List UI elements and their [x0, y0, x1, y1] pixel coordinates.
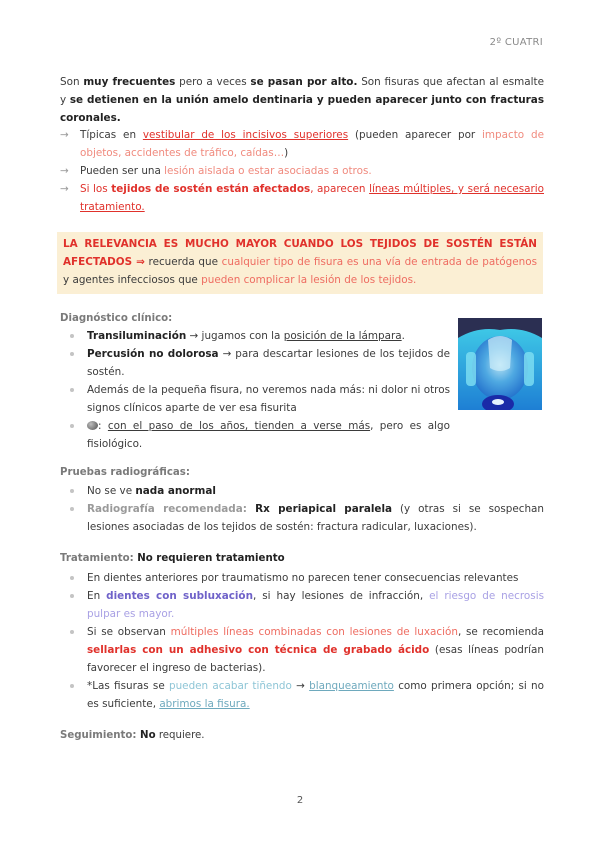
- item-text: , pero es algo fisiológico.: [87, 420, 450, 450]
- bullet-icon: [70, 489, 74, 493]
- blanqueamiento-link: blanqueamiento: [309, 680, 394, 692]
- bullet-icon: [70, 424, 74, 428]
- list-item: [60, 327, 450, 345]
- underlined-text: con el paso de los años, tienden a verse más: [107, 420, 371, 432]
- item-text: → para descartar lesiones de los tejidos de sostén.: [87, 348, 450, 378]
- red-bold-text: sellarlas con un adhesivo con técnica de grabado ácido: [87, 644, 430, 656]
- red-bold-text: tejidos de sostén están afectados: [111, 183, 311, 195]
- lavender-text: el riesgo de necrosis pulpar es mayor.: [87, 590, 544, 620]
- teal-text: pueden acabar tiñendo: [169, 680, 292, 692]
- bullet-icon: [70, 507, 74, 511]
- bullet-icon: [70, 576, 74, 580]
- item-text: , se recomienda: [457, 626, 544, 638]
- list-item: [60, 569, 544, 587]
- list-item: [60, 180, 544, 216]
- seguimiento-title: Seguimiento:: [60, 730, 137, 741]
- pink-text: lesión aislada o estar asociadas a otros.: [164, 165, 372, 177]
- item-text: *Las fisuras se: [87, 680, 169, 692]
- abrir-fisura-link: abrimos la fisura.: [159, 698, 250, 710]
- item-text: como primera opción; si no es suficiente,: [87, 680, 544, 710]
- callout-highlight: cualquier tipo de fisura es una vía de entrada de patógenos: [221, 256, 537, 268]
- item-text: Además de la pequeña fisura, no veremos nada más: ni dolor ni otros signos clínicos aparte de ver esa fisurita: [87, 384, 450, 414]
- item-text: En: [87, 590, 107, 602]
- diagnostico-title: Diagnóstico clínico:: [60, 313, 173, 324]
- item-gray-bold: Radiografía recomendada:: [87, 503, 247, 515]
- intro-text: pero a veces: [175, 76, 251, 88]
- page-number: 2: [296, 795, 304, 806]
- intro-paragraph: [60, 73, 544, 127]
- tratamiento-title: Tratamiento:: [60, 553, 134, 564]
- tratamiento-heading: [60, 553, 285, 564]
- item-text: Si los: [80, 183, 112, 195]
- bullet-icon: [70, 388, 74, 392]
- arrow-icon: →: [60, 183, 69, 195]
- bullet-icon: [70, 594, 74, 598]
- intro-text: Son: [60, 76, 84, 88]
- list-item: [60, 500, 544, 536]
- salmon-text: múltiples líneas combinadas con lesiones de luxación: [170, 626, 458, 638]
- list-item: [60, 381, 450, 417]
- item-text: :: [98, 420, 108, 432]
- item-bold: Rx periapical paralela: [246, 503, 393, 515]
- intro-bold: se detienen en la unión amelo dentinaria y pueden aparecer junto con fracturas coronales.: [60, 94, 544, 124]
- callout-box: [57, 232, 543, 294]
- item-bold: Transiluminación: [87, 330, 187, 342]
- arrow-icon: →: [60, 165, 69, 177]
- item-text: → jugamos con la: [186, 330, 284, 342]
- item-text: , si hay lesiones de infracción,: [252, 590, 430, 602]
- item-bold: nada anormal: [135, 485, 216, 497]
- intro-bold: muy frecuentes: [83, 76, 176, 88]
- diagnostico-list: [60, 327, 450, 453]
- list-item: [60, 126, 544, 162]
- bullet-icon: [70, 684, 74, 688]
- list-item: [60, 623, 544, 677]
- bullet-icon: [70, 630, 74, 634]
- underlined-text: posición de la lámpara: [283, 330, 402, 342]
- bullet-icon: [70, 334, 74, 338]
- tratamiento-list: [60, 569, 544, 713]
- list-item: [60, 417, 450, 453]
- list-item: [60, 587, 544, 623]
- purple-bold-text: dientes con subluxación: [106, 590, 253, 602]
- item-text: ): [284, 147, 289, 159]
- item-text: (pueden aparecer por: [348, 129, 483, 141]
- callout-highlight: pueden complicar la lesión de los tejidos.: [201, 274, 417, 286]
- item-text: No se ve: [87, 485, 136, 497]
- bullet-icon: [70, 352, 74, 356]
- pruebas-title: Pruebas radiográficas:: [60, 467, 190, 478]
- tooth-photo-icon: [458, 318, 542, 410]
- intro-text: Son fisuras que afectan al esmalte y: [60, 76, 544, 106]
- highlight-link: vestibular de los incisivos superiores: [142, 129, 349, 141]
- list-item: [60, 482, 544, 500]
- item-text: (y otras si se sospechan lesiones asociadas de los tejidos de sostén: fractura radicular, luxaciones).: [87, 503, 544, 533]
- pruebas-list: [60, 482, 544, 536]
- list-item: [60, 345, 450, 381]
- transillumination-image: [458, 318, 542, 410]
- item-text: Pueden ser una: [80, 165, 165, 177]
- item-text: .: [401, 330, 405, 342]
- highlight-link: líneas múltiples, y será necesario tratamiento.: [80, 183, 544, 213]
- tratamiento-bold: No requieren tratamiento: [133, 553, 285, 564]
- tooth-icon: [87, 421, 98, 430]
- item-text: Típicas en: [80, 129, 143, 141]
- arrow-icon: →: [60, 129, 69, 141]
- callout-heading: LA RELEVANCIA ES MUCHO MAYOR CUANDO LOS TEJIDOS DE SOSTÉN ESTÁN AFECTADOS ⇒: [63, 238, 537, 268]
- item-text: Si se observan: [87, 626, 171, 638]
- item-text: , aparecen: [310, 183, 370, 195]
- arrow-list: [60, 126, 544, 216]
- pink-text: impacto de objetos, accidentes de tráfico, caídas…: [80, 129, 544, 159]
- list-item: [60, 162, 544, 180]
- callout-text: y agentes infecciosos que: [63, 274, 202, 286]
- item-bold: Percusión no dolorosa: [87, 348, 219, 360]
- arrow-icon: →: [291, 680, 310, 692]
- seguimiento-bold: No: [136, 730, 156, 741]
- list-item: [60, 677, 544, 713]
- intro-bold: se pasan por alto.: [250, 76, 358, 88]
- callout-text: recuerda que: [144, 256, 222, 268]
- seguimiento-text: requiere.: [155, 730, 205, 741]
- item-text: En dientes anteriores por traumatismo no parecen tener consecuencias relevantes: [87, 572, 519, 584]
- item-text: (esas líneas podrían favorecer el ingreso de bacterias).: [87, 644, 544, 674]
- seguimiento-line: [60, 730, 205, 741]
- header-label: 2º CUATRI: [489, 37, 543, 48]
